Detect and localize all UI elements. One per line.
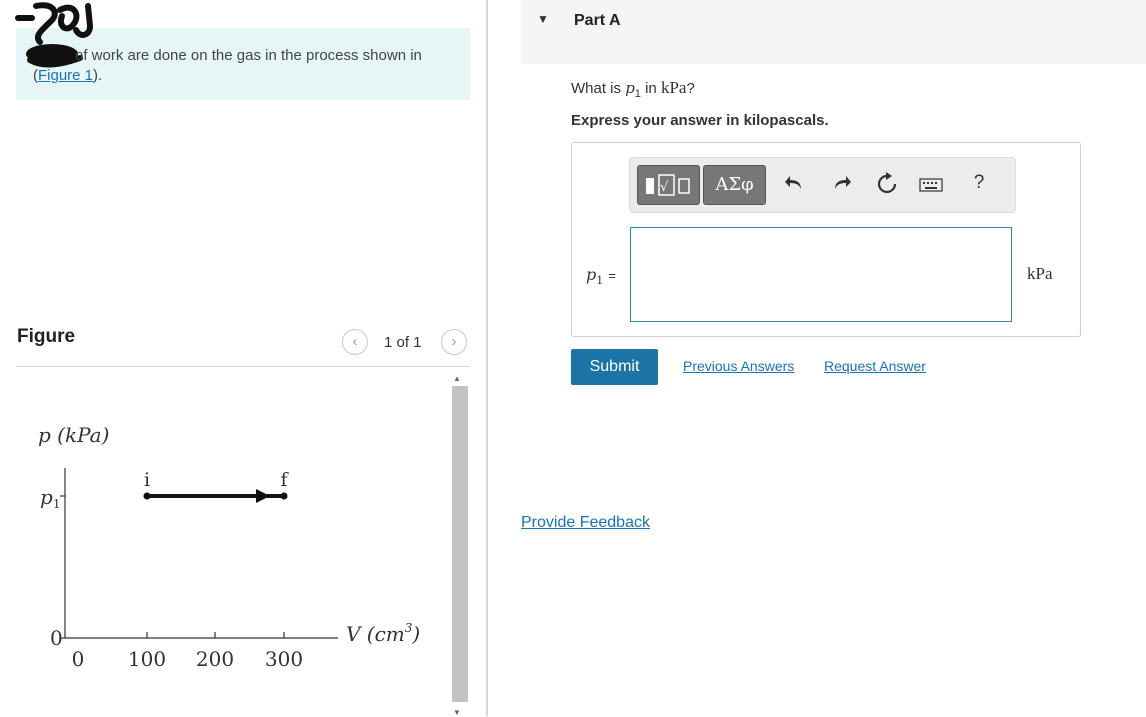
x-tick-label-300: 300: [264, 647, 304, 671]
previous-answers-link[interactable]: Previous Answers: [683, 358, 795, 374]
question-text: [33, 46, 463, 86]
part-header[interactable]: [521, 0, 1146, 64]
part-title: Part A: [574, 12, 621, 29]
figure-next-button[interactable]: ›: [441, 329, 467, 355]
figure-title: Figure: [17, 326, 76, 347]
y-tick-label-p1: $p_1$: [40, 485, 61, 511]
scroll-thumb[interactable]: [452, 386, 468, 702]
keyboard-icon[interactable]: [918, 176, 944, 199]
point-i-label: i: [143, 469, 151, 491]
figure-divider: [16, 366, 470, 367]
figure-page-count: 1 of 1: [384, 334, 422, 351]
submit-button[interactable]: Submit: [571, 349, 658, 385]
question-prompt: What is $p_1$ in kPa?: [571, 78, 695, 100]
figure-link[interactable]: Figure 1: [38, 67, 94, 84]
x-tick-label-200: 200: [195, 647, 235, 671]
figure-link-open: (: [33, 67, 38, 84]
redo-icon[interactable]: [829, 172, 855, 200]
x-axis-label: V $(cm^3)$: [346, 621, 421, 646]
y-tick-label-0: 0: [50, 626, 63, 650]
templates-button[interactable]: [637, 165, 700, 205]
y-axis-label: p (kPa): [38, 423, 110, 447]
x-tick-label-0: 0: [71, 647, 85, 671]
point-f: [281, 493, 288, 500]
process-arrow: [256, 489, 270, 503]
reset-icon[interactable]: [874, 172, 900, 202]
figure-prev-button[interactable]: ‹: [342, 329, 368, 355]
point-i: [144, 493, 151, 500]
answer-variable-label: $p_1$ =: [586, 265, 616, 288]
collapse-caret-icon[interactable]: ▼: [537, 12, 549, 26]
undo-icon[interactable]: [781, 172, 807, 200]
template-icon: [640, 171, 698, 201]
point-f-label: f: [280, 469, 288, 491]
pv-diagram: [16, 400, 446, 690]
answer-input[interactable]: [630, 227, 1012, 322]
provide-feedback-link[interactable]: Provide Feedback: [521, 514, 650, 531]
scroll-up-icon[interactable]: ▲: [453, 374, 461, 383]
scroll-down-icon[interactable]: ▼: [453, 708, 461, 717]
help-button[interactable]: ?: [973, 172, 985, 193]
answer-unit: kPa: [1027, 264, 1053, 283]
answer-instruction: Express your answer in kilopascals.: [571, 112, 829, 129]
question-body: of work are done on the gas in the process shown in: [75, 47, 422, 64]
svg-text:√: √: [659, 180, 668, 195]
pane-divider[interactable]: [486, 0, 488, 716]
request-answer-link[interactable]: Request Answer: [824, 358, 926, 374]
figure-link-close: ).: [93, 67, 103, 84]
x-tick-label-100: 100: [127, 647, 167, 671]
greek-symbols-button[interactable]: ΑΣφ: [703, 165, 766, 205]
